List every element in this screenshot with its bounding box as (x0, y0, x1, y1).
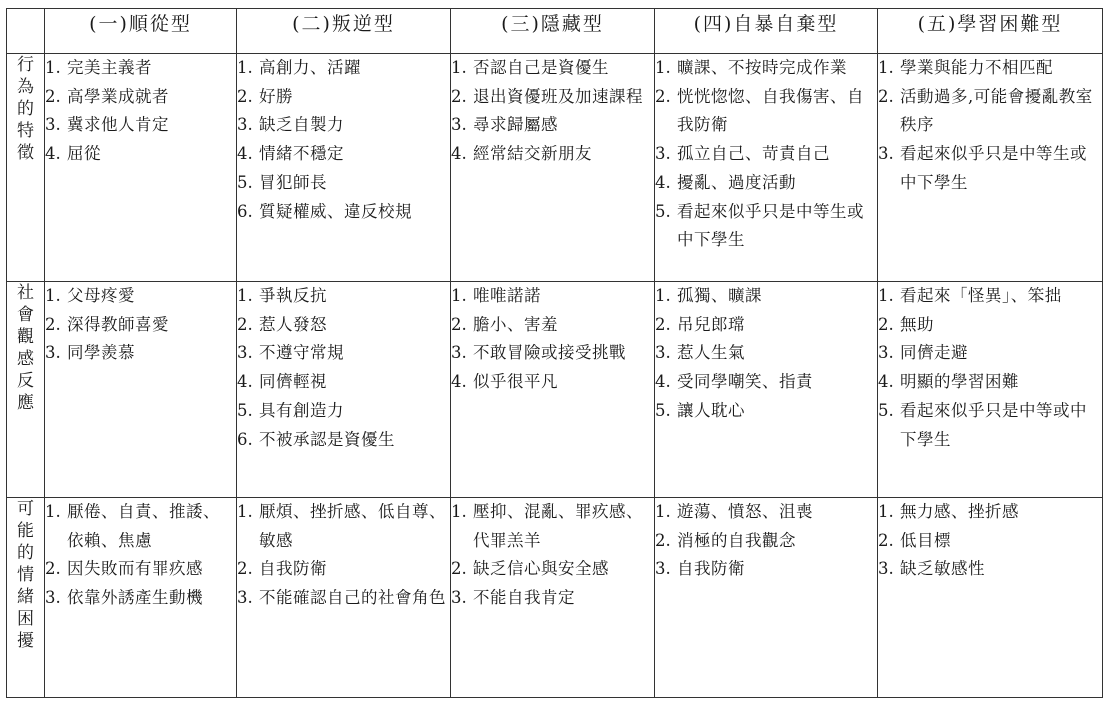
list-item (451, 368, 654, 397)
item-list (655, 54, 877, 255)
item-number: 2. (878, 530, 894, 550)
item-text: 低目標 (900, 530, 951, 550)
item-text: 質疑權威、違反校規 (259, 201, 412, 221)
list-item (45, 498, 236, 555)
item-text: 同儕走避 (900, 343, 968, 363)
item-text: 不被承認是資優生 (259, 429, 395, 449)
item-text: 缺乏自製力 (259, 115, 344, 135)
table-row (7, 54, 1103, 282)
table-cell (451, 54, 655, 282)
item-text: 不能自我肯定 (473, 588, 575, 608)
item-text: 消極的自我觀念 (677, 530, 796, 550)
list-item (655, 54, 877, 83)
item-text: 遊蕩、憤怒、沮喪 (677, 502, 813, 521)
table-cell (878, 498, 1103, 698)
item-number: 5. (655, 400, 671, 420)
table-container (6, 8, 1103, 698)
header-row (7, 9, 1103, 54)
item-number: 2. (878, 86, 894, 106)
item-number: 2. (45, 314, 61, 334)
item-list (451, 282, 654, 397)
item-text: 尋求歸屬感 (473, 115, 558, 135)
item-number: 2. (237, 314, 253, 334)
table-cell (237, 282, 451, 498)
item-text: 不敢冒險或接受挑戰 (473, 343, 626, 363)
item-number: 5. (878, 400, 894, 420)
list-item (45, 282, 236, 311)
list-item (655, 198, 877, 255)
list-item (878, 368, 1102, 397)
item-text: 曠課、不按時完成作業 (677, 58, 847, 77)
list-item (878, 397, 1102, 454)
item-list (655, 498, 877, 584)
item-number: 3. (878, 144, 894, 164)
list-item (878, 83, 1102, 140)
table-row (7, 498, 1103, 698)
item-text: 依靠外誘產生動機 (67, 588, 203, 608)
item-number: 3. (451, 115, 467, 135)
item-number: 2. (237, 86, 253, 106)
list-item (45, 111, 236, 140)
item-number: 1. (878, 286, 894, 305)
list-item (237, 111, 450, 140)
list-item (451, 282, 654, 311)
list-item (45, 54, 236, 83)
list-item (451, 111, 654, 140)
list-item (45, 555, 236, 584)
item-number: 5. (655, 201, 671, 221)
list-item (451, 83, 654, 112)
item-list (878, 498, 1102, 584)
item-text: 同學羨慕 (67, 343, 135, 363)
item-text: 好勝 (259, 86, 293, 106)
item-list (237, 498, 450, 613)
table-row (7, 282, 1103, 498)
item-number: 2. (655, 86, 671, 106)
table-cell (655, 498, 878, 698)
table-cell (451, 282, 655, 498)
item-text: 看起來似乎只是中等生或中下學生 (677, 201, 864, 250)
item-text: 同儕輕視 (259, 372, 327, 392)
item-text: 明顯的學習困難 (900, 372, 1019, 392)
item-number: 2. (45, 559, 61, 579)
item-list (878, 54, 1102, 198)
item-number: 6. (237, 429, 253, 449)
item-list (45, 498, 236, 613)
list-item (655, 527, 877, 556)
item-number: 2. (237, 559, 253, 579)
item-number: 4. (451, 372, 467, 392)
table-cell (45, 498, 237, 698)
item-text: 看起來似乎只是中等或中下學生 (900, 400, 1087, 449)
table-cell (655, 282, 878, 498)
item-number: 2. (451, 559, 467, 579)
item-text: 受同學嘲笑、指責 (677, 372, 813, 392)
item-text: 似乎很平凡 (473, 372, 558, 392)
item-number: 3. (451, 588, 467, 608)
list-item (237, 282, 450, 311)
item-number: 1. (655, 286, 671, 305)
item-number: 5. (237, 172, 253, 192)
item-number: 1. (878, 502, 894, 521)
item-number: 3. (237, 115, 253, 135)
item-text: 情緒不穩定 (259, 144, 344, 164)
table-cell (878, 282, 1103, 498)
list-item (878, 339, 1102, 368)
item-text: 看起來似乎只是中等生或中下學生 (900, 144, 1087, 192)
item-list (237, 282, 450, 454)
list-item (655, 311, 877, 340)
list-item (655, 282, 877, 311)
item-number: 1. (655, 58, 671, 77)
item-number: 4. (45, 144, 61, 164)
item-text: 惹人生氣 (677, 343, 745, 363)
item-text: 讓人耽心 (677, 400, 745, 420)
list-item (237, 498, 450, 555)
item-text: 深得教師喜愛 (67, 314, 169, 334)
item-list (655, 282, 877, 426)
item-text: 不能確認自己的社會角色 (259, 588, 446, 608)
item-text: 孤立自己、苛責自己 (677, 144, 830, 164)
list-item (655, 555, 877, 584)
item-text: 經常結交新朋友 (473, 144, 592, 164)
table-cell (45, 54, 237, 282)
item-number: 2. (655, 314, 671, 334)
list-item (45, 140, 236, 169)
item-number: 2. (451, 86, 467, 106)
list-item (45, 311, 236, 340)
item-text: 無力感、挫折感 (900, 502, 1019, 521)
row-label (7, 282, 45, 498)
list-item (451, 54, 654, 83)
list-item (237, 368, 450, 397)
item-number: 1. (45, 286, 61, 305)
item-number: 3. (451, 343, 467, 363)
list-item (237, 198, 450, 227)
list-item (237, 311, 450, 340)
item-list (451, 54, 654, 169)
item-text: 冀求他人肯定 (67, 115, 169, 135)
item-number: 3. (45, 588, 61, 608)
row-label-text: 行為的特徵 (17, 55, 34, 163)
item-text: 膽小、害羞 (473, 314, 558, 334)
item-number: 3. (655, 343, 671, 363)
list-item (237, 426, 450, 455)
list-item (237, 584, 450, 613)
list-item (878, 54, 1102, 83)
list-item (237, 83, 450, 112)
item-number: 1. (237, 502, 253, 521)
item-text: 完美主義者 (67, 58, 152, 77)
item-text: 具有創造力 (259, 400, 344, 420)
list-item (655, 339, 877, 368)
item-list (451, 498, 654, 613)
list-item (451, 311, 654, 340)
item-text: 吊兒郎瑺 (677, 314, 745, 334)
item-number: 1. (451, 286, 467, 305)
item-text: 退出資優班及加速課程 (473, 86, 643, 106)
item-number: 1. (237, 58, 253, 77)
item-text: 唯唯諾諾 (473, 286, 541, 305)
list-item (878, 498, 1102, 527)
item-text: 屈從 (67, 144, 101, 164)
list-item (451, 584, 654, 613)
list-item (45, 83, 236, 112)
item-number: 1. (45, 502, 61, 521)
table-cell (655, 54, 878, 282)
item-number: 3. (655, 559, 671, 579)
item-text: 不遵守常規 (259, 343, 344, 363)
list-item (237, 555, 450, 584)
item-number: 3. (878, 343, 894, 363)
gifted-underachiever-table (6, 8, 1103, 698)
item-number: 4. (237, 144, 253, 164)
item-text: 缺乏信心與安全感 (473, 559, 609, 579)
item-text: 冒犯師長 (259, 172, 327, 192)
item-number: 4. (655, 172, 671, 192)
column-header: (五)學習困難型 (878, 9, 1103, 54)
item-list (237, 54, 450, 226)
item-text: 看起來「怪異」、笨拙 (900, 286, 1062, 305)
item-text: 自我防衛 (677, 559, 745, 579)
list-item (237, 397, 450, 426)
list-item (45, 584, 236, 613)
item-text: 父母疼愛 (67, 286, 135, 305)
column-header: (四)自暴自棄型 (655, 9, 878, 54)
item-text: 否認自己是資優生 (473, 58, 609, 77)
item-text: 孤獨、曠課 (677, 286, 762, 305)
item-text: 無助 (900, 314, 934, 334)
list-item (655, 498, 877, 527)
item-number: 1. (451, 58, 467, 77)
list-item (237, 169, 450, 198)
item-text: 惹人發怒 (259, 314, 327, 334)
item-number: 3. (237, 343, 253, 363)
item-list (878, 282, 1102, 454)
item-text: 高創力、活躍 (259, 58, 361, 77)
list-item (655, 140, 877, 169)
item-number: 1. (878, 58, 894, 77)
list-item (655, 368, 877, 397)
list-item (451, 555, 654, 584)
item-text: 因失敗而有罪疚感 (67, 559, 203, 579)
corner-cell (7, 9, 45, 54)
column-header: (一)順從型 (45, 9, 237, 54)
item-text: 恍恍惚惚、自我傷害、自我防衛 (677, 86, 864, 135)
item-text: 學業與能力不相匹配 (900, 58, 1053, 77)
table-cell (878, 54, 1103, 282)
item-number: 1. (45, 58, 61, 77)
item-list (45, 282, 236, 368)
item-text: 自我防衛 (259, 559, 327, 579)
column-header: (三)隱藏型 (451, 9, 655, 54)
item-number: 4. (878, 372, 894, 392)
item-number: 1. (237, 286, 253, 305)
item-number: 5. (237, 400, 253, 420)
list-item (45, 339, 236, 368)
item-number: 3. (45, 115, 61, 135)
table-cell (237, 498, 451, 698)
list-item (878, 527, 1102, 556)
list-item (655, 397, 877, 426)
item-text: 壓抑、混亂、罪疚感、代罪羔羊 (473, 502, 643, 550)
row-label (7, 498, 45, 698)
list-item (878, 555, 1102, 584)
item-text: 高學業成就者 (67, 86, 169, 106)
row-label-text: 可能的情緒困擾 (17, 499, 34, 651)
item-text: 擾亂、過度活動 (677, 172, 796, 192)
item-number: 6. (237, 201, 253, 221)
item-number: 3. (878, 559, 894, 579)
list-item (878, 311, 1102, 340)
column-header: (二)叛逆型 (237, 9, 451, 54)
item-number: 2. (451, 314, 467, 334)
item-number: 4. (237, 372, 253, 392)
item-number: 3. (655, 144, 671, 164)
list-item (451, 498, 654, 555)
row-label-text: 社會觀感反應 (17, 283, 34, 413)
list-item (878, 140, 1102, 197)
item-number: 2. (878, 314, 894, 334)
list-item (655, 169, 877, 198)
item-number: 4. (655, 372, 671, 392)
list-item (451, 140, 654, 169)
item-number: 3. (237, 588, 253, 608)
row-label (7, 54, 45, 282)
table-cell (237, 54, 451, 282)
item-text: 厭倦、自責、推諉、依賴、焦慮 (67, 502, 220, 550)
list-item (237, 339, 450, 368)
list-item (237, 54, 450, 83)
item-number: 1. (451, 502, 467, 521)
item-text: 厭煩、挫折感、低自尊、敏感 (259, 502, 446, 550)
item-number: 4. (451, 144, 467, 164)
table-cell (45, 282, 237, 498)
item-number: 3. (45, 343, 61, 363)
item-text: 活動過多,可能會擾亂教室秩序 (900, 86, 1093, 135)
item-number: 2. (45, 86, 61, 106)
item-text: 爭執反抗 (259, 286, 327, 305)
item-number: 2. (655, 530, 671, 550)
list-item (878, 282, 1102, 311)
list-item (451, 339, 654, 368)
item-list (45, 54, 236, 169)
table-cell (451, 498, 655, 698)
list-item (655, 83, 877, 140)
list-item (237, 140, 450, 169)
item-number: 1. (655, 502, 671, 521)
item-text: 缺乏敏感性 (900, 559, 985, 579)
